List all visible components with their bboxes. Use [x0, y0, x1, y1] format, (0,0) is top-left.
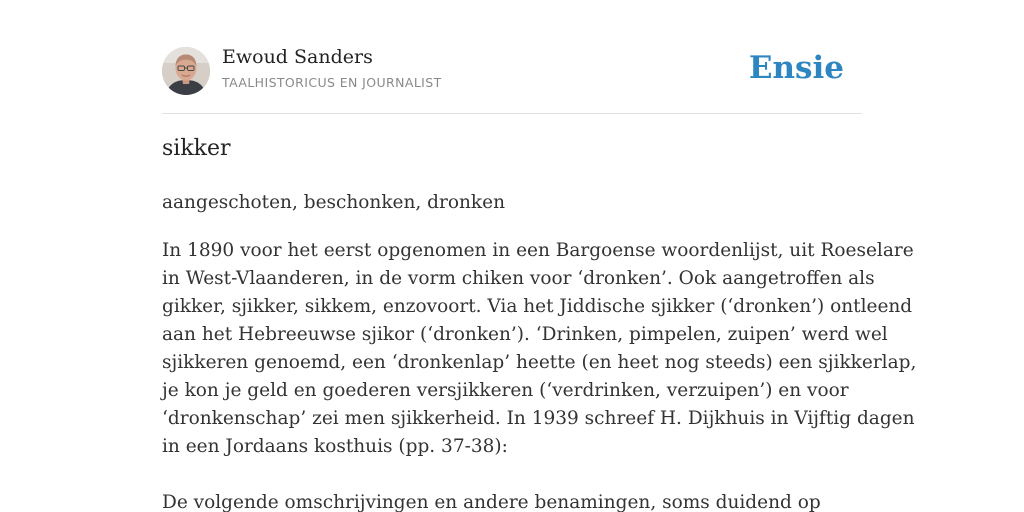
- entry-body: [162, 237, 917, 512]
- author-name[interactable]: Ewoud Sanders: [222, 46, 373, 68]
- author-role: TAALHISTORICUS EN JOURNALIST: [222, 75, 442, 90]
- avatar[interactable]: [162, 47, 210, 95]
- body-line: sjikkeren genoemd, een ‘dronkenlap’ heette (en heet nog steeds) een sjikkerlap,: [162, 352, 917, 373]
- header-divider: [162, 113, 862, 114]
- body-line: in een Jordaans kosthuis (pp. 37-38):: [162, 436, 508, 457]
- body-line: in West-Vlaanderen, in de vorm chiken voor ‘dronken’. Ook aangetroffen als: [162, 268, 875, 289]
- paragraph-gap: [162, 461, 862, 489]
- body-line: je kon je geld en goederen versjikkeren (‘verdrinken, verzuipen’) en voor: [162, 380, 849, 401]
- body-line: gikker, sjikker, sikkem, enzovoort. Via het Jiddische sjikker (‘dronken’) ontleend: [162, 296, 913, 317]
- author-header: [162, 46, 862, 96]
- brand-logo[interactable]: Ensie: [748, 50, 844, 86]
- author-photo-icon: [162, 47, 210, 95]
- quote-line: De volgende omschrijvingen en andere benamingen, soms duidend op: [162, 492, 821, 512]
- entry-title: sikker: [162, 136, 231, 161]
- entry-subtitle: aangeschoten, beschonken, dronken: [162, 192, 505, 213]
- body-line: aan het Hebreeuwse sjikor (‘dronken’). ‘Drinken, pimpelen, zuipen’ werd wel: [162, 324, 888, 345]
- body-line: ‘dronkenschap’ zei men sjikkerheid. In 1939 schreef H. Dijkhuis in Vijftig dagen: [162, 408, 915, 429]
- body-line: In 1890 voor het eerst opgenomen in een Bargoense woordenlijst, uit Roeselare: [162, 240, 914, 261]
